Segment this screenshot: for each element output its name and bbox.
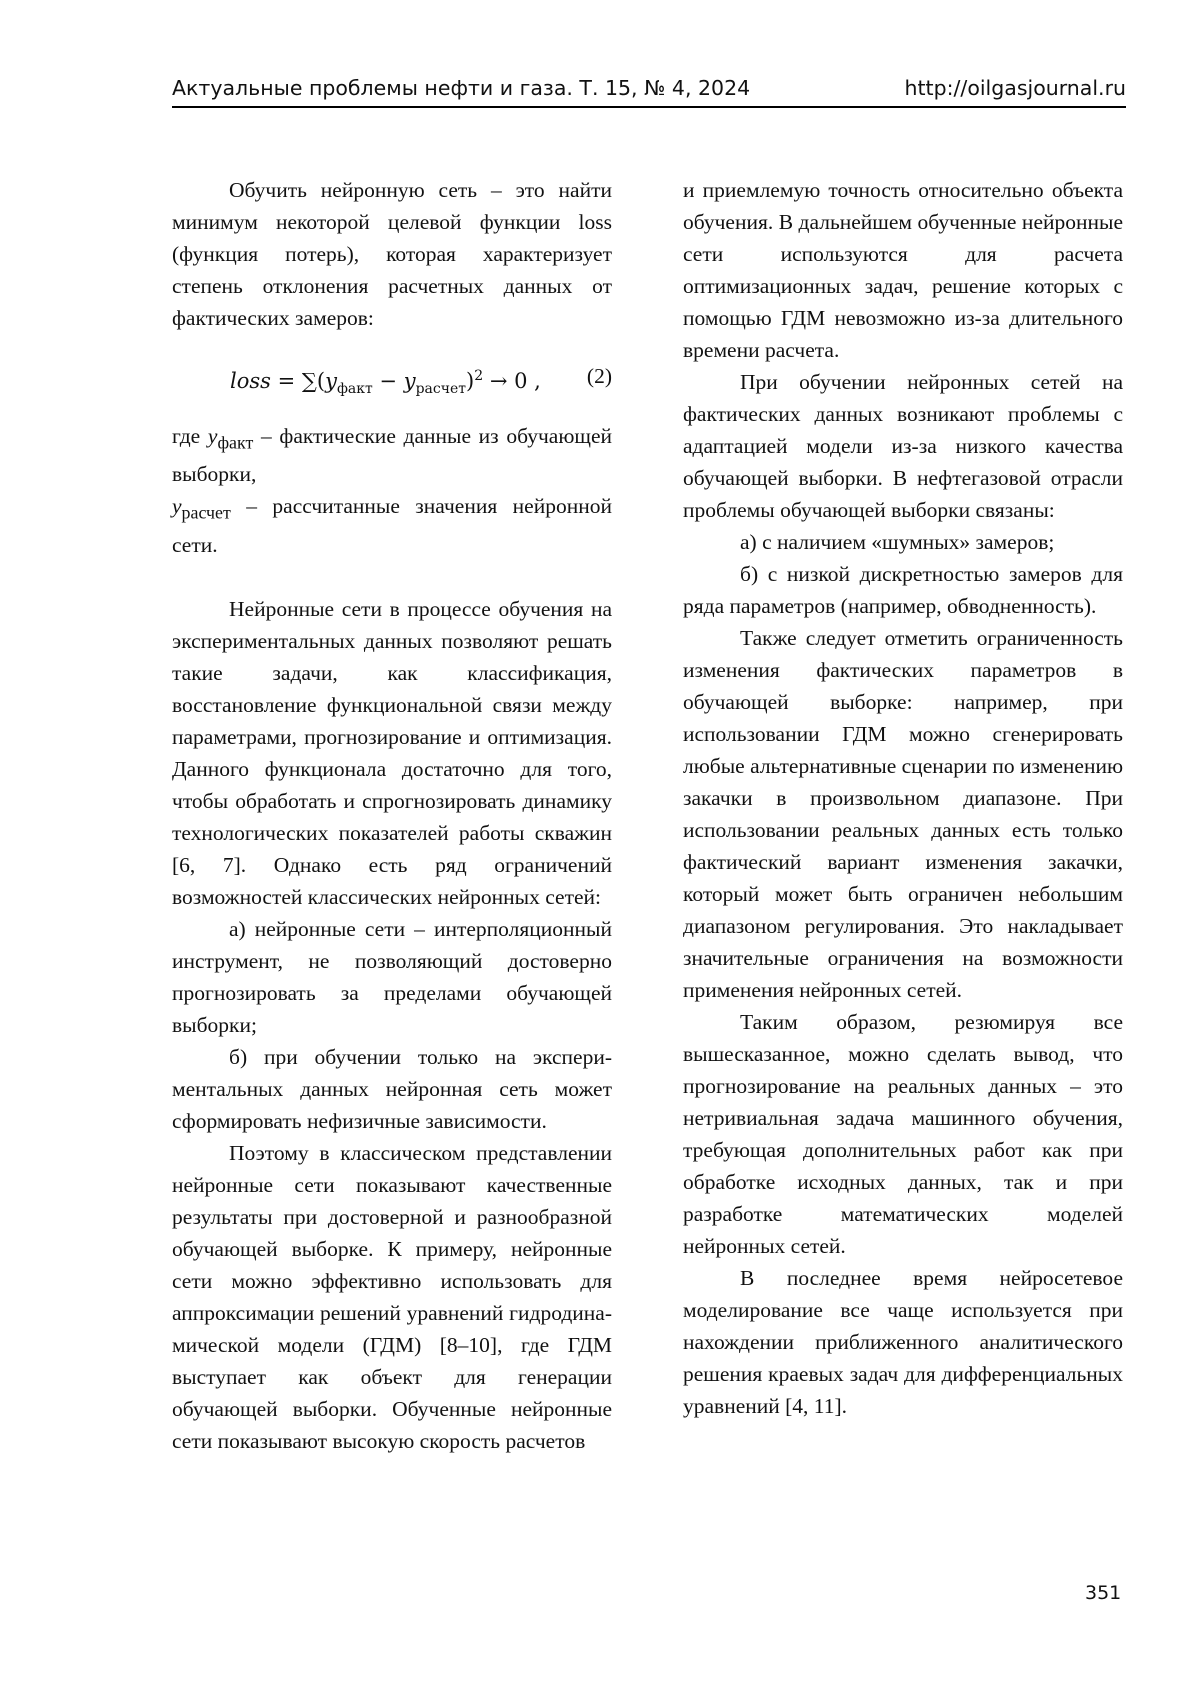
equation-2 (172, 360, 612, 392)
journal-title: Актуальные проблемы нефти и газа. Т. 15, № 4, 2024 (172, 76, 750, 100)
paragraph: При обучении нейронных сетей на фактических данных возникают проблемы с адаптацией модели из-за низкого качества обучающей выборки. В нефтегазовой отрасли проблемы обучающей выборки связаны: (683, 366, 1123, 526)
equation-expression: loss = ∑(yфакт − yрасчет)2 → 0 , (230, 360, 541, 405)
paragraph: Поэтому в классическом представ­лении нейронные сети показывают качественные результаты при достоверной и разнообразной обучающей выборке. К примеру, нейронные сети можно эффективно использовать для аппрокси­мации решений уравнений гидродина­мической модели (ГДМ) [8–10], где ГДМ выступает как объект для генерации обучающей выборки. Обученные нейронные сети показывают высокую скорость расчетов (172, 1137, 612, 1457)
equation-number: (2) (587, 360, 612, 392)
journal-url[interactable]: http://oilgasjournal.ru (905, 76, 1126, 100)
paragraph: Нейронные сети в процессе обучения на экспериментальных данных позволяют решать такие задачи, как классификация, восстановление функциональной связи между параметрами, прогнозирование и оптимизация. Данного функционала достаточно для того, чтобы обработать и спрогнозировать динамику технологических показателей работы скважин [6, 7]. Однако есть ряд ограничений возможностей классических нейронных сетей: (172, 593, 612, 913)
left-column (172, 174, 612, 1457)
list-item: б) при обучении только на экспери­ментальных данных нейронная сеть может сформировать нефизичные зависимости. (172, 1041, 612, 1137)
right-column (683, 174, 1123, 1422)
paragraph: Таким образом, резюмируя все вышесказанное, можно сделать вывод, что прогнозирование на реальных данных – это нетривиальная задача машинного обучения, требующая дополнительных работ как при обработке исходных данных, так и при разработке математических моделей нейронных сетей. (683, 1006, 1123, 1262)
variable-definition: где yфакт – фактические данные из обучаю­щей выборки, (172, 420, 612, 490)
list-item: б) с низкой дискретностью замеров для ряда параметров (например, обвод­ненность). (683, 558, 1123, 622)
page-number: 351 (1085, 1582, 1121, 1604)
paragraph: В последнее время нейросетевое моделирование все чаще используется при нахождении приближенного анали­тического решения краевых задач для дифференциальных уравнений [4, 11]. (683, 1262, 1123, 1422)
list-item: а) с наличием «шумных» замеров; (683, 526, 1123, 558)
paragraph: Обучить нейронную сеть – это найти минимум некоторой целевой функции loss (функция потерь), которая характеризует степень отклонения расчетных данных от фактических замеров: (172, 174, 612, 334)
list-item: а) нейронные сети – интерполя­ционный инструмент, не позволяющий достоверно прогнозировать за пределами обучающей выборки; (172, 913, 612, 1041)
paragraph: и приемлемую точность относительно объекта обучения. В дальнейшем обученные нейронные сети используются для расчета оптимизационных задач, решение которых с помощью ГДМ невозможно из-за длительного времени расчета. (683, 174, 1123, 366)
running-header (172, 72, 1126, 108)
variable-definition: yрасчет – рассчитанные значения нейронной сети. (172, 490, 612, 560)
paragraph: Также следует отметить ограничен­ность изменения фактических параметров в обучающей выборке: например, при использовании ГДМ можно сгенерировать любые альтернативные сценарии по изменению закачки в произ­вольном диапазоне. При использовании реальных данных есть только фактический вариант изменения закачки, который может быть ограничен небольшим диапазоном регулирования. Это накладывает значительные ограничения на возможности применения нейронных сетей. (683, 622, 1123, 1006)
equation-lhs: loss (230, 369, 271, 393)
